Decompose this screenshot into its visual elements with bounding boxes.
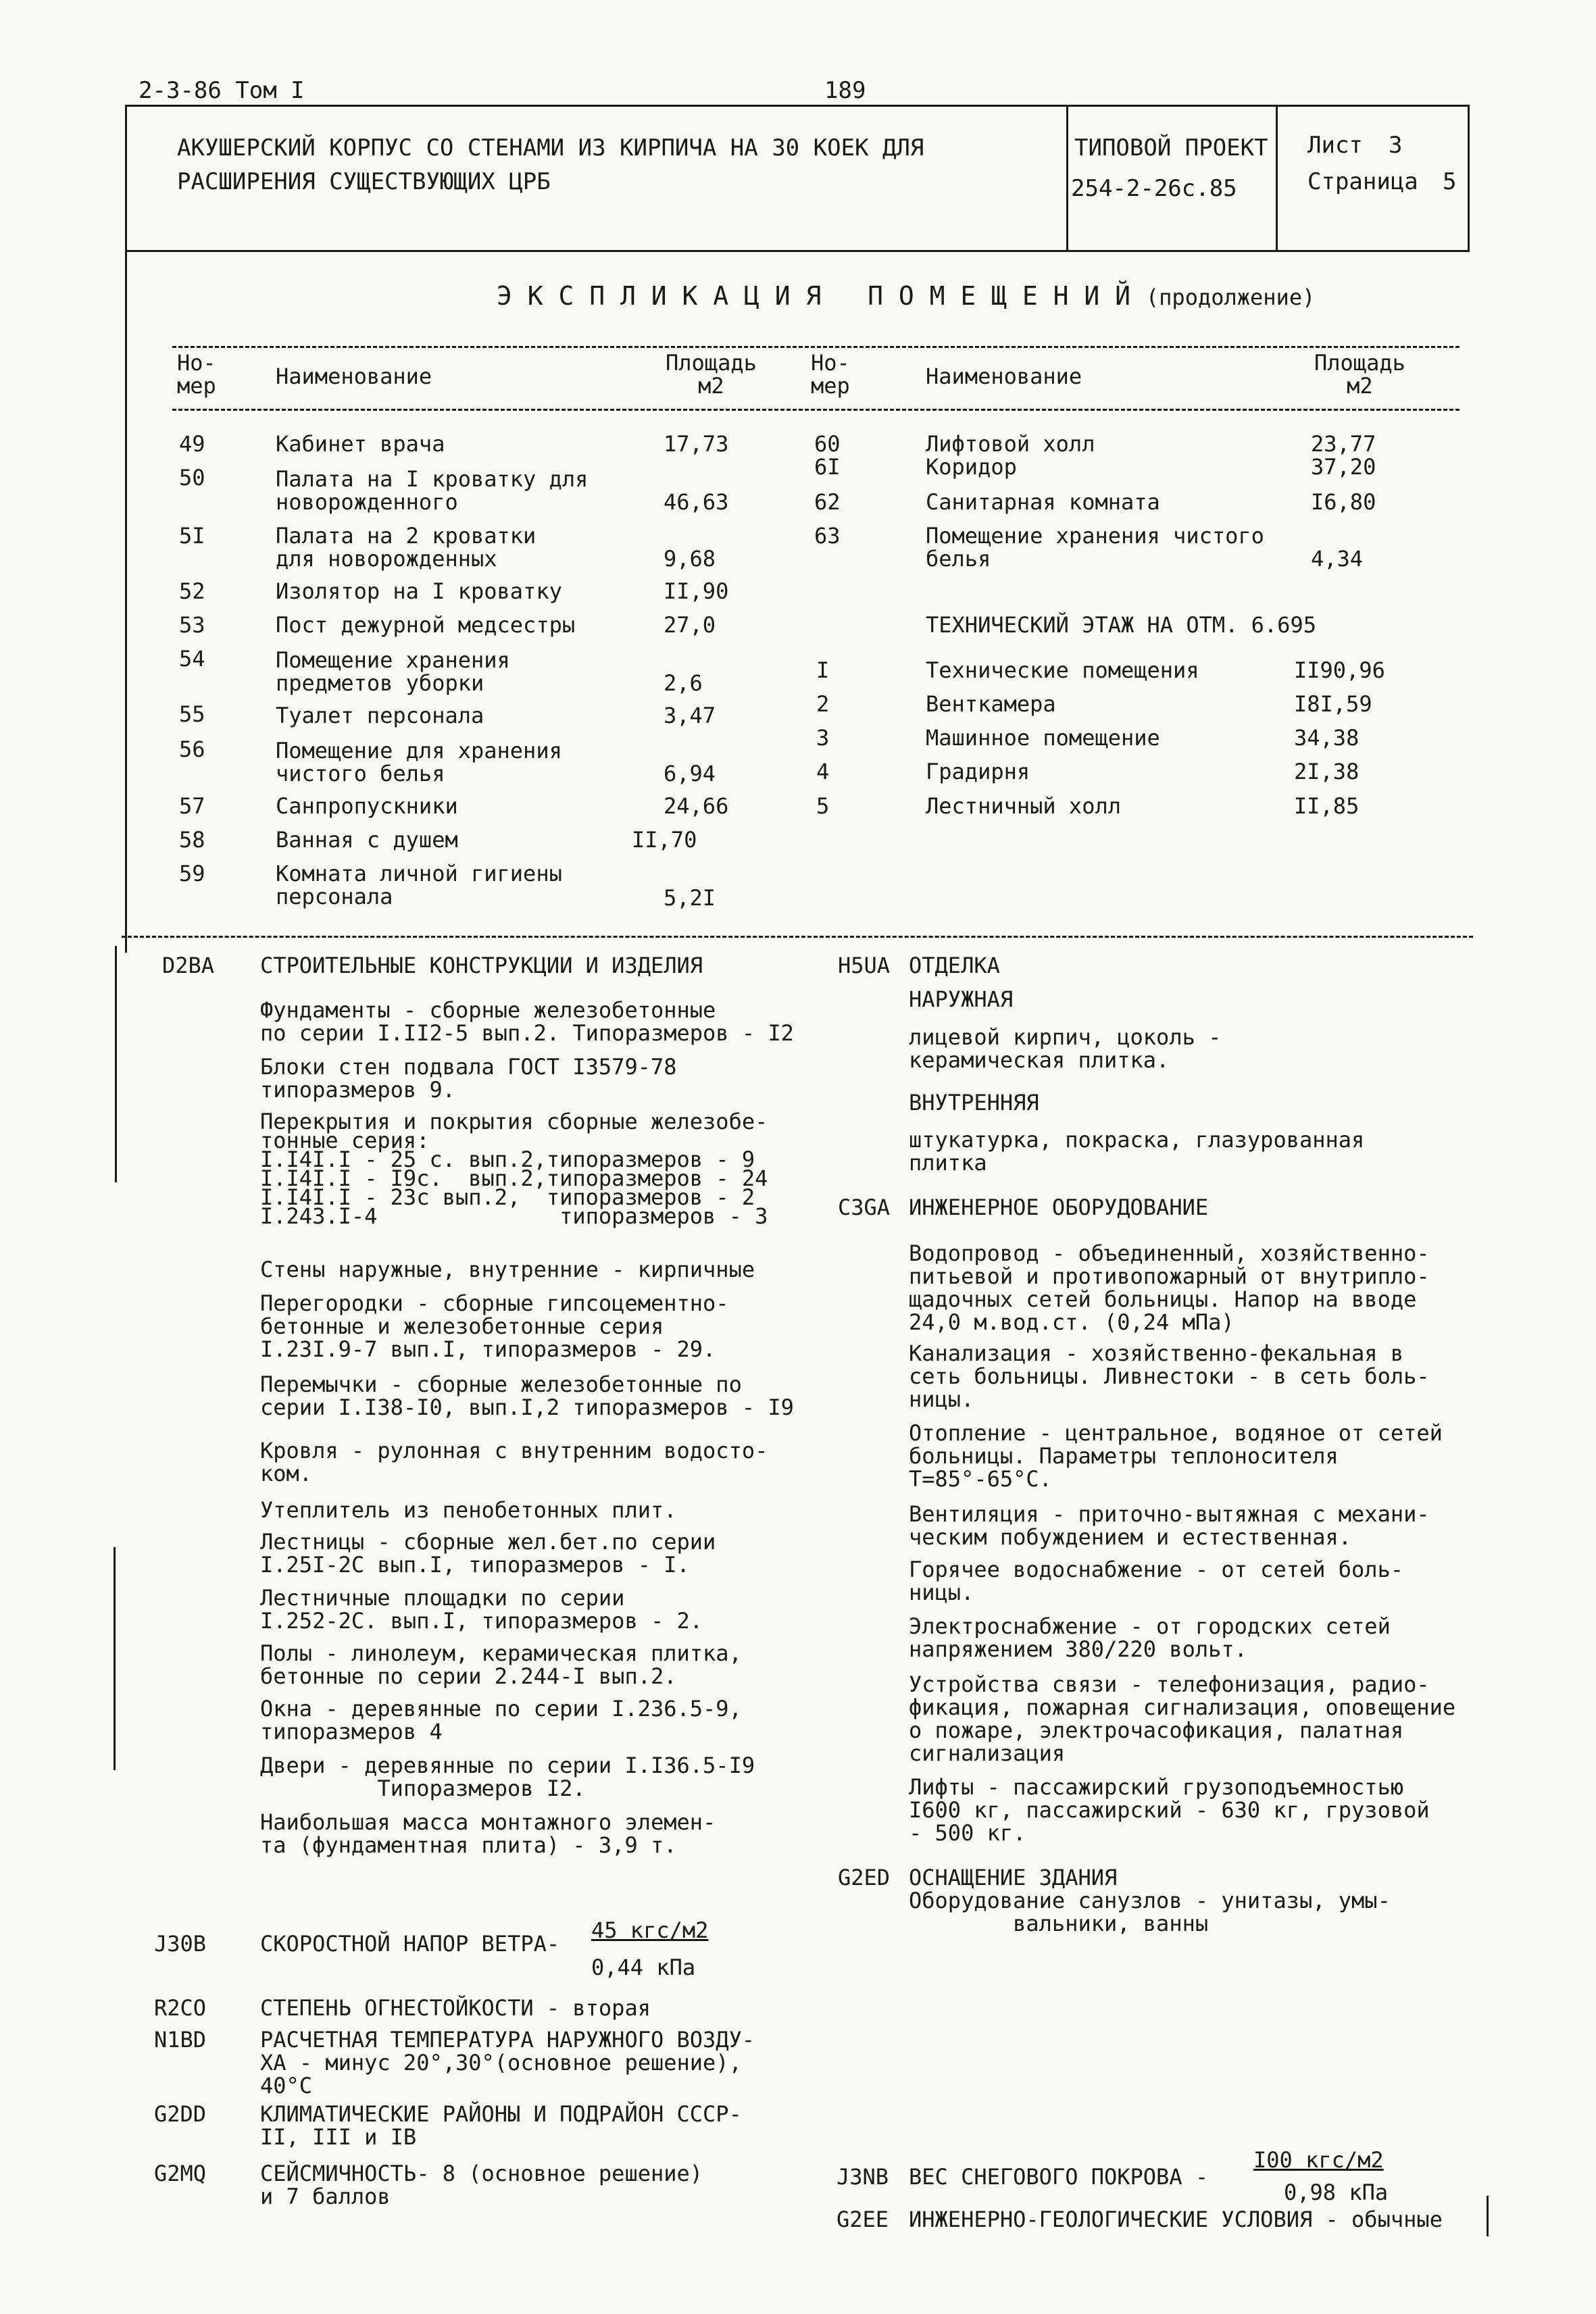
row-number: I xyxy=(816,657,830,683)
row-number: 3 xyxy=(816,725,830,751)
project-label: ТИПОВОЙ ПРОЕКТ xyxy=(1074,134,1268,161)
section-title: ИНЖЕНЕРНОЕ ОБОРУДОВАНИЕ xyxy=(909,1194,1209,1220)
fire-resistance-text: СТЕПЕНЬ ОГНЕСТОЙКОСТИ - вторая xyxy=(260,1995,651,2021)
engineering-item: Устройства связи - телефонизация, радио- фикация, пожарная сигнализация, оповещение о пожаре, электрочасофикация, палатная сигнализация xyxy=(909,1671,1456,1766)
row-number: 58 xyxy=(179,827,205,853)
row-area: 2I,38 xyxy=(1294,759,1360,784)
construction-item: Фундаменты - сборные железобетонные по серии I.II2-5 вып.2. Типоразмеров - I2 xyxy=(260,997,794,1046)
row-area: II,85 xyxy=(1294,793,1360,819)
row-number: 57 xyxy=(179,793,205,819)
section-code: D2BA xyxy=(162,953,215,978)
row-number: 59 xyxy=(179,861,205,886)
construction-item: Полы - линолеум, керамическая плитка, бетонные по серии 2.244-I вып.2. xyxy=(260,1640,742,1689)
wind-label: СКОРОСТНОЙ НАПОР ВЕТРА- xyxy=(260,1931,560,1957)
row-name: Венткамера xyxy=(926,691,1056,717)
row-number: 60 xyxy=(814,431,841,457)
tech-floor-title: ТЕХНИЧЕСКИЙ ЭТАЖ НА ОТМ. 6.695 xyxy=(926,612,1316,638)
row-number: 54 xyxy=(179,646,205,672)
row-number: 4 xyxy=(816,759,830,784)
object-name-line2: РАСШИРЕНИЯ СУЩЕСТВУЮЩИХ ЦРБ xyxy=(177,168,551,195)
construction-item: Перекрытия и покрытия сборные железобе- тонные серия: I.I4I.I - 25 с. вып.2,типоразмеров - 9 I.I4I.I - I9с. вып.2,типоразмеров - 24 I.I4I.I - 23с вып.2, типоразмеров - 2 I.243.I-4 типоразмеров - 3 xyxy=(260,1109,768,1229)
row-area: 34,38 xyxy=(1294,725,1360,751)
row-number: 62 xyxy=(814,489,841,515)
row-number: 6I xyxy=(814,454,841,480)
explication-title xyxy=(497,282,1315,311)
construction-item: Блоки стен подвала ГОСТ I3579-78 типоразмеров 9. xyxy=(260,1054,677,1103)
sheet-label: Лист xyxy=(1307,132,1363,159)
equipment-text: Оборудование санузлов - унитазы, умы- вальники, ванны xyxy=(909,1888,1391,1936)
row-area: 4,34 xyxy=(1311,546,1364,572)
construction-item: Перемычки - сборные железобетонные по серии I.I38-I0, вып.I,2 типоразмеров - I9 xyxy=(260,1372,794,1420)
geology-text: ИНЖЕНЕРНО-ГЕОЛОГИЧЕСКИЕ УСЛОВИЯ - обычные xyxy=(909,2207,1443,2232)
page-value: 5 xyxy=(1443,168,1457,195)
construction-item: Перегородки - сборные гипсоцементно- бетонные и железобетонные серия I.23I.9-7 вып.I, типоразмеров - 29. xyxy=(260,1290,729,1362)
engineering-item: Вентиляция - приточно-вытяжная с механи- ческим побуждением и естественная. xyxy=(909,1501,1430,1550)
engineering-item: Горячее водоснабжение - от сетей боль- ницы. xyxy=(909,1557,1404,1605)
construction-item: Лестницы - сборные жел.бет.по серии I.25I-2С вып.I, типоразмеров - I. xyxy=(260,1529,716,1578)
fire-resistance-code: R2CO xyxy=(154,1995,207,2021)
row-area: 17,73 xyxy=(664,431,729,457)
row-area: II,90 xyxy=(664,578,729,604)
engineering-item: Электроснабжение - от городских сетей напряжением 380/220 вольт. xyxy=(909,1613,1391,1662)
climate-text: КЛИМАТИЧЕСКИЕ РАЙОНЫ И ПОДРАЙОН СССР- II, III и IВ xyxy=(260,2101,742,2150)
row-name: Санитарная комната xyxy=(926,489,1160,515)
row-area: 3,47 xyxy=(664,703,716,728)
row-name: Комната личной гигиены персонала xyxy=(276,861,562,909)
row-name: Туалет персонала xyxy=(276,703,484,728)
row-number: 2 xyxy=(816,691,830,717)
row-number: 5 xyxy=(816,793,830,819)
seismic-code: G2MQ xyxy=(154,2161,207,2186)
section-title: СТРОИТЕЛЬНЫЕ КОНСТРУКЦИИ И ИЗДЕЛИЯ xyxy=(260,953,703,978)
geology-code: G2EE xyxy=(837,2207,889,2232)
seismic-text: СЕЙСМИЧНОСТЬ- 8 (основное решение) и 7 баллов xyxy=(260,2161,703,2209)
row-number: 53 xyxy=(179,612,205,638)
row-name: Палата на 2 кроватки для новорожденных xyxy=(276,523,537,572)
construction-item: Лестничные площадки по серии I.252-2С. вып.I, типоразмеров - 2. xyxy=(260,1585,703,1634)
row-name: Градирня xyxy=(926,759,1030,784)
snow-numerator: I00 кгс/м2 xyxy=(1253,2147,1384,2173)
construction-item: Стены наружные, внутренние - кирпичные xyxy=(260,1257,755,1282)
row-area: 27,0 xyxy=(664,612,716,638)
row-area: II,70 xyxy=(632,827,697,853)
snow-code: J3NB xyxy=(837,2164,889,2190)
finish-inner-text: штукатурка, покраска, глазурованная плитка xyxy=(909,1127,1365,1176)
section-code: H5UA xyxy=(838,953,891,978)
page-number: 189 xyxy=(824,77,866,104)
row-number: 56 xyxy=(179,736,205,762)
row-number: 49 xyxy=(179,431,205,457)
row-area: 6,94 xyxy=(664,761,716,786)
row-number: 5I xyxy=(179,523,205,549)
row-name: Ванная с душем xyxy=(276,827,458,853)
row-number: 55 xyxy=(179,701,205,727)
engineering-item: Отопление - центральное, водяное от сетей больницы. Параметры теплоносителя Т=85°-65°С. xyxy=(909,1420,1443,1492)
row-name: Помещение хранения предметов уборки xyxy=(276,647,510,696)
row-area: 24,66 xyxy=(664,793,729,819)
doc-ref: 2-3-86 Том I xyxy=(139,77,305,104)
page-label: Страница xyxy=(1307,168,1418,195)
section-title: ОТДЕЛКА xyxy=(909,953,1000,978)
temperature-code: N1BD xyxy=(154,2027,207,2053)
header-number-left: Но- мер xyxy=(177,350,216,399)
snow-label: ВЕС СНЕГОВОГО ПОКРОВА - xyxy=(909,2164,1209,2190)
row-area: I8I,59 xyxy=(1294,691,1372,717)
engineering-item: Канализация - хозяйственно-фекальная в сеть больницы. Ливнестоки - в сеть боль- ницы. xyxy=(909,1340,1430,1412)
wind-code: J30B xyxy=(154,1931,207,1957)
row-name: Машинное помещение xyxy=(926,725,1160,751)
header-area-right: Площадь м2 xyxy=(1314,350,1405,399)
header-name-right: Наименование xyxy=(926,363,1082,389)
construction-item: Кровля - рулонная с внутренним водосто- ком. xyxy=(260,1438,768,1486)
row-number: 50 xyxy=(179,465,205,491)
row-name: Лифтовой холл xyxy=(926,431,1095,457)
construction-item: Наибольшая масса монтажного элемен- та (фундаментная плита) - 3,9 т. xyxy=(260,1809,716,1858)
row-area: I6,80 xyxy=(1311,489,1376,515)
construction-item: Окна - деревянные по серии I.236.5-9, типоразмеров 4 xyxy=(260,1696,742,1744)
row-area: 9,68 xyxy=(664,546,716,572)
row-number: 63 xyxy=(814,523,841,549)
header-area-left: Площадь м2 xyxy=(666,350,757,399)
header-name-left: Наименование xyxy=(276,363,432,389)
row-area: 46,63 xyxy=(664,489,729,515)
section-code: G2ED xyxy=(838,1865,891,1890)
row-name: Палата на I кроватку для новорожденного xyxy=(276,466,589,515)
row-number: 52 xyxy=(179,578,205,604)
row-area: 23,77 xyxy=(1311,431,1376,457)
row-area: 5,2I xyxy=(664,885,716,911)
explication-title-text: Э К С П Л И К А Ц И Я П О М Е Щ Е Н И Й xyxy=(497,281,1130,311)
explication-title-suffix: (продолжение) xyxy=(1145,284,1316,310)
row-name: Технические помещения xyxy=(926,657,1199,683)
row-area: 2,6 xyxy=(664,670,703,696)
snow-denominator: 0,98 кПа xyxy=(1284,2180,1389,2205)
temperature-text: РАСЧЕТНАЯ ТЕМПЕРАТУРА НАРУЖНОГО ВОЗДУ- ХА - минус 20°,30°(основное решение), 40°С xyxy=(260,2027,755,2098)
row-name: Лестничный холл xyxy=(926,793,1121,819)
row-name: Санпропускники xyxy=(276,793,458,819)
wind-numerator: 45 кгс/м2 xyxy=(591,1917,709,1943)
construction-item: Утеплитель из пенобетонных плит. xyxy=(260,1497,677,1523)
row-area: II90,96 xyxy=(1294,657,1385,683)
object-name-line1: АКУШЕРСКИЙ КОРПУС СО СТЕНАМИ ИЗ КИРПИЧА НА 30 КОЕК ДЛЯ xyxy=(177,134,924,161)
engineering-item: Лифты - пассажирский грузоподъемностью I600 кг, пассажирский - 630 кг, грузовой - 500 кг. xyxy=(909,1774,1430,1846)
project-code: 254-2-26с.85 xyxy=(1071,175,1237,202)
row-name: Помещение для хранения чистого белья xyxy=(276,738,562,786)
section-code: C3GA xyxy=(838,1194,891,1220)
finish-outer-text: лицевой кирпич, цоколь - керамическая плитка. xyxy=(909,1024,1222,1073)
section-title: ОСНАЩЕНИЕ ЗДАНИЯ xyxy=(909,1865,1118,1890)
row-name: Кабинет врача xyxy=(276,431,445,457)
row-name: Коридор xyxy=(926,454,1017,480)
wind-denominator: 0,44 кПа xyxy=(591,1955,696,1980)
climate-code: G2DD xyxy=(154,2101,207,2127)
construction-item: Двери - деревянные по серии I.I36.5-I9 Типоразмеров I2. xyxy=(260,1753,755,1801)
row-name: Помещение хранения чистого белья xyxy=(926,523,1264,572)
row-name: Изолятор на I кроватку xyxy=(276,578,562,604)
finish-outer-label: НАРУЖНАЯ xyxy=(909,986,1014,1012)
finish-inner-label: ВНУТРЕННЯЯ xyxy=(909,1090,1039,1115)
header-number-right: Но- мер xyxy=(811,350,850,399)
row-area: 37,20 xyxy=(1311,454,1376,480)
sheet-value: 3 xyxy=(1389,132,1403,159)
engineering-item: Водопровод - объединенный, хозяйственно- питьевой и противопожарный от внутрипло- щадочных сетей больницы. Напор на вводе 24,0 м.вод.ст. (0,24 мПа) xyxy=(909,1240,1430,1335)
row-name: Пост дежурной медсестры xyxy=(276,612,576,638)
